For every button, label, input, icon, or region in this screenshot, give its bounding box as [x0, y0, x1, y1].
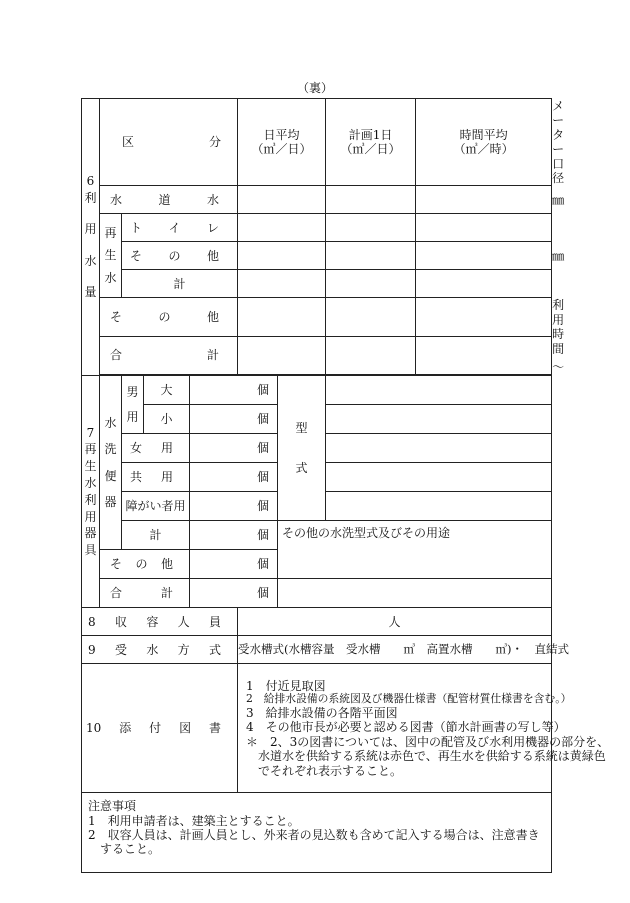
disabled-count-field[interactable]: 個 — [190, 492, 278, 521]
header-hourly-avg: 時間平均 （㎥／時） — [416, 99, 552, 186]
header-planned-1day: 計画1日 （㎥／日） — [326, 99, 416, 186]
other-types-field[interactable]: その他の水洗型式及びその用途 — [278, 521, 552, 579]
sec7-total-label: 合 計 — [100, 579, 190, 608]
section7-title: 7 再 生 水 利 用 器 具 — [82, 376, 100, 608]
row-tap-water-label: 水 道 水 — [100, 186, 238, 214]
other-planned-field[interactable] — [326, 298, 416, 336]
attachment-item: 4 その他市長が必要と認める図書（節水計画書の写し等） — [246, 720, 566, 735]
notes-title: 注意事項 — [88, 799, 137, 814]
capacity-field[interactable]: 人 — [238, 608, 552, 636]
recycled-other-daily-field[interactable] — [238, 242, 326, 270]
attachment-note: でそれぞれ表示すること。 — [258, 763, 403, 778]
shared-count-field[interactable]: 個 — [190, 463, 278, 492]
total-daily-field[interactable] — [238, 336, 326, 374]
sec7-total-count-field[interactable]: 個 — [190, 579, 278, 608]
recycled-other-planned-field[interactable] — [326, 242, 416, 270]
tap-water-hourly-field[interactable] — [416, 186, 552, 214]
type-field-3[interactable] — [326, 434, 552, 463]
notes-section — [82, 793, 552, 873]
attachment-note: 水道水を供給する系統は赤色で、再生水を供給する系統は黄緑色 — [258, 749, 606, 764]
recycled-other-hourly-field[interactable] — [416, 242, 552, 270]
flush-toilet-label: 水 洗 便 器 — [100, 376, 122, 550]
attachment-item: 3 給排水設備の各階平面図 — [246, 705, 398, 720]
application-form-table: 6 利 用 水 量 区 分 日平均 （㎥／日） 計画1日 （㎥／日） 時間平均 （㎥／時） メーター 口 径 水 道 水 ㎜ 再 生 水 ト イ レ ㎜ そ の 他 計 そ の 他 利用時間 ～ 合 計 7 再 生 水 利 用 器 具 水 洗 便 器 男 用 大 個 型 式 小 個 女 用 個 共 用 個 障がい者用 個 計 個 その他の水洗型式及びその用途 そ の 他 個 合 計 個 8 収 容 人 員 人 9 受 水 方 式 受水槽式(水槽容量 受水槽 ㎥ 高置水槽 ㎥)・ 直結式 10 添 付 図 書 1 付近見取図 2 給排水設備の系統図及び機器仕様書（配管材質仕様書を含む。） 3 給排水設備の各階平面図 4 その他市長が必要と認める図書（節水計画書の写し等） ＊ 2、3の図書については、図中の配管及び水利用機器の部分を、 水道水を供給する系統は赤色で、再生水を供給する系統は黄緑色 でそれぞれ表示すること。 注意事項 1 利用申請者は、建築主とすること。 2 収容人員は、計画人員とし、外来者の見込数も含めて記入する場合は、注意書きすること。 — [81, 98, 552, 873]
header-daily-avg: 日平均 （㎥／日） — [238, 99, 326, 186]
toilet-daily-avg-field[interactable] — [238, 214, 326, 242]
male-small-label: 小 — [144, 405, 190, 434]
note-item: 1 利用申請者は、建築主とすること。 — [88, 813, 300, 828]
toilet-planned-field[interactable] — [326, 214, 416, 242]
type-field-1[interactable] — [326, 376, 552, 405]
section10-label: 10 添 付 図 書 — [82, 664, 238, 793]
toilet-hourly-field[interactable] — [416, 214, 552, 242]
other-hourly-field[interactable] — [416, 298, 552, 336]
total-planned-field[interactable] — [326, 336, 416, 374]
male-large-count-field[interactable]: 個 — [190, 376, 278, 405]
header-category: 区 分 — [100, 99, 238, 186]
tap-water-planned-field[interactable] — [326, 186, 416, 214]
type-field-4[interactable] — [326, 463, 552, 492]
recycled-subtotal-daily-field[interactable] — [238, 270, 326, 298]
recycled-subtotal-hourly-field[interactable] — [416, 270, 552, 298]
recycled-subtotal-planned-field[interactable] — [326, 270, 416, 298]
water-receiving-method-field[interactable]: 受水槽式(水槽容量 受水槽 ㎥ 高置水槽 ㎥)・ 直結式 — [238, 636, 552, 664]
tap-water-daily-avg-field[interactable] — [238, 186, 326, 214]
type-field-2[interactable] — [326, 405, 552, 434]
section9-label: 9 受 水 方 式 — [82, 636, 238, 664]
section8-label: 8 収 容 人 員 — [82, 608, 238, 636]
section6-title: 6 利 用 水 量 — [82, 99, 100, 376]
male-large-label: 大 — [144, 376, 190, 405]
other-daily-field[interactable] — [238, 298, 326, 336]
sec7-total-blank — [278, 579, 552, 608]
flush-subtotal-label: 計 — [122, 521, 190, 550]
disabled-label: 障がい者用 — [122, 492, 190, 521]
shared-label: 共 用 — [122, 463, 190, 492]
sec7-other-count-field[interactable]: 個 — [190, 550, 278, 579]
row-recycled-other-label: そ の 他 — [122, 242, 238, 270]
attachment-note: ＊ 2、3の図書については、図中の配管及び水利用機器の部分を、 — [246, 734, 610, 749]
female-label: 女 用 — [122, 434, 190, 463]
attachment-item: 2 給排水設備の系統図及び機器仕様書（配管材質仕様書を含む。） — [246, 692, 572, 706]
total-hourly-field[interactable] — [416, 336, 552, 374]
flush-subtotal-count-field[interactable]: 個 — [190, 521, 278, 550]
note-item: 2 収容人員は、計画人員とし、外来者の見込数も含めて記入する場合は、注意書きすること。 — [88, 828, 540, 857]
sec7-other-label: そ の 他 — [100, 550, 190, 579]
type-label: 型 式 — [278, 376, 326, 521]
row-other-label: そ の 他 — [100, 298, 238, 336]
recycled-water-label: 再 生 水 — [100, 214, 122, 298]
male-label: 男 用 — [122, 376, 144, 434]
row-total-label: 合 計 — [100, 336, 238, 374]
attachments-list — [238, 664, 610, 793]
row-toilet-label: ト イ レ — [122, 214, 238, 242]
row-recycled-subtotal-label: 計 — [122, 270, 238, 298]
male-small-count-field[interactable]: 個 — [190, 405, 278, 434]
female-count-field[interactable]: 個 — [190, 434, 278, 463]
type-field-5[interactable] — [326, 492, 552, 521]
page-side-label: （裏） — [296, 81, 333, 95]
attachment-item: 1 付近見取図 — [246, 678, 326, 693]
